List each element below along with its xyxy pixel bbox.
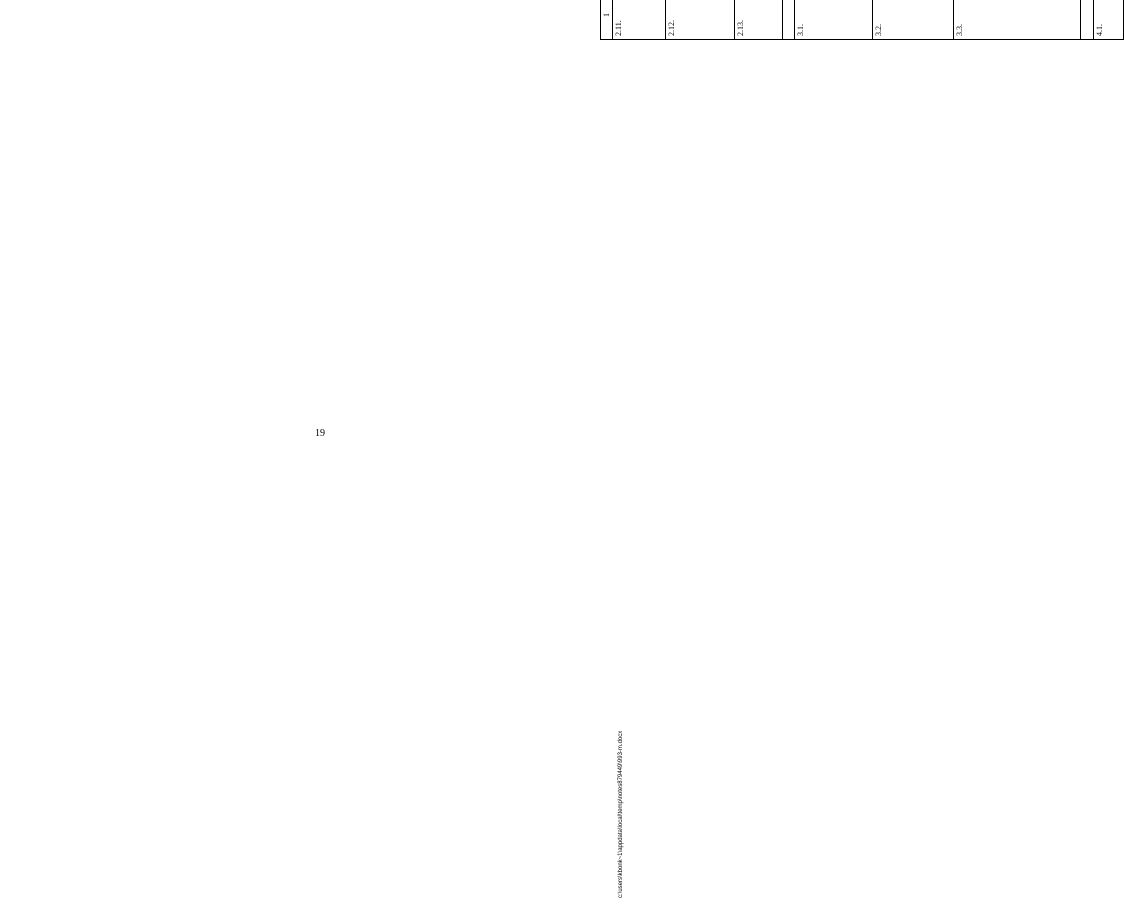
row-number-cell: 3.2. [873,0,954,40]
subprogram-header-row [1081,0,1093,40]
subprogram-title [783,0,795,40]
row-number-cell: 2.13. [735,0,783,40]
table-row [735,0,783,40]
subprogram-header-row [783,0,795,40]
row-number-cell: 3.3. [954,0,1081,40]
page-number: 19 [315,428,325,439]
rotated-table-sheet [600,0,1110,40]
subprogram-title [1081,0,1093,40]
row-number-cell: 2.12. [666,0,735,40]
table-row [954,0,1081,40]
row-number-cell: 3.1. [795,0,873,40]
file-path-footer: c:\users\kbonk~1\appdata\local\temp\notes879449\993-m.docx [618,730,624,898]
table-row [666,0,735,40]
table-row [613,0,666,40]
indicators-table [600,0,1124,40]
row-number-cell: 2.11. [613,0,666,40]
column-number-cell: 1 [601,0,613,40]
table-row [873,0,954,40]
row-number-cell: 4.1. [1093,0,1124,40]
table-row [1093,0,1124,40]
table-row [795,0,873,40]
header-row [601,0,613,40]
